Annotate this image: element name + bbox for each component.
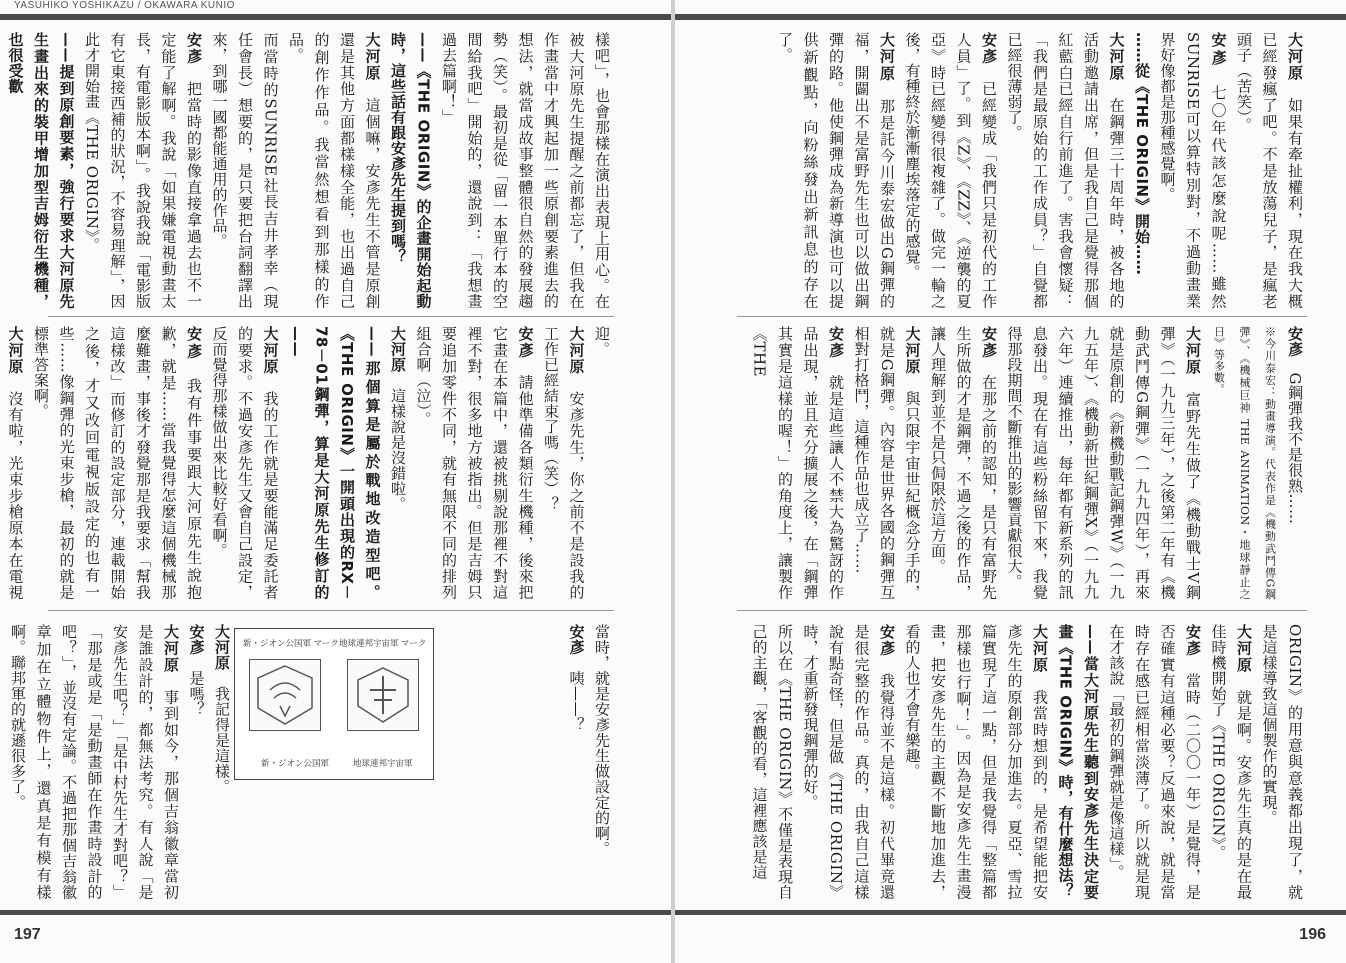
dialogue-text: 請他準備各類衍生機種，後來把它畫在本篇中，還被挑剔說那裡不對這裡不對，很多地方被指出。但是吉姆只要追加零件不同，就有無限不同的排列組合啊（泣）。 xyxy=(414,326,535,600)
dialogue-text: 就是這些讓人不禁大為驚訝的作品出現，並且充分擴展之後，在「鋼彈其實是這樣的喔！」的角度上，讓製作《THE xyxy=(750,326,845,600)
left-middle-text xyxy=(6,326,614,601)
top-rule xyxy=(0,14,671,20)
dialogue-paragraph xyxy=(1129,32,1155,309)
emblem-figure xyxy=(234,628,434,780)
speaker-name: 安彥 xyxy=(1286,326,1304,357)
speaker-name: 安彥 xyxy=(827,326,845,359)
speaker-name: 安彥 xyxy=(980,32,998,65)
dialogue-paragraph xyxy=(772,32,900,309)
speaker-name: 大河原 xyxy=(1184,326,1202,376)
dialogue-text: 沒有啦，光束步槍原本在電視 xyxy=(6,390,25,600)
dialogue-paragraph xyxy=(589,326,615,600)
speaker-name: 安彥 xyxy=(878,624,896,657)
speaker-name: 安彥 xyxy=(185,326,203,361)
page-number: 197 xyxy=(14,926,41,943)
dialogue-text: 而當時的SUNRISE社長吉井孝幸（現任會長）想要的，是只要把台詞翻譯出來，到哪一國都能通用的作品。 xyxy=(210,32,280,309)
dialogue-text: 我的工作就是要能滿足委託者的要求。不過安彥先生又會自己設定，反而覺得那樣做出來比較好看啊。 xyxy=(210,326,280,600)
dialogue-paragraph xyxy=(283,326,385,600)
page-number: 196 xyxy=(1299,926,1326,943)
speaker-name: 安彥 xyxy=(1209,32,1228,68)
dialogue-paragraph xyxy=(1282,326,1308,600)
dialogue-paragraph xyxy=(410,326,538,600)
figure-caption-left: 新・ジオン公国軍 xyxy=(261,758,330,768)
speaker-name: 安彥 xyxy=(185,32,203,65)
dialogue-text: 七〇年代該怎麼說呢……雖然SUNRISE可以算特別對，不過動畫業界好像都是那種感覺啊。 xyxy=(1158,32,1228,310)
dialogue-paragraph xyxy=(206,32,283,309)
dialogue-paragraph xyxy=(899,32,1001,309)
speaker-name: 大河原 xyxy=(878,32,896,82)
dialogue-paragraph xyxy=(1103,624,1205,900)
dialogue-text: 我覺得並不是這樣。初代畢竟還是很完整的作品。真的，由我自己這樣說有點奇怪，但是做《THE ORIGIN》時，才重新發現鋼彈的好。 xyxy=(801,624,896,900)
speaker-name: 大河原 xyxy=(162,624,180,673)
zeon-emblem-icon xyxy=(249,659,321,731)
dialogue-paragraph xyxy=(848,326,925,600)
right-upper-text xyxy=(737,32,1307,309)
dialogue-paragraph xyxy=(5,624,184,900)
dialogue-paragraph xyxy=(436,32,615,309)
speaker-name: 大河原 xyxy=(1107,32,1126,82)
dialogue-paragraph xyxy=(1256,624,1307,900)
speaker-name: 大河原 xyxy=(903,326,922,375)
federation-emblem-icon xyxy=(347,659,419,731)
speaker-name: 安彥 xyxy=(1184,624,1202,657)
dialogue-paragraph xyxy=(1052,624,1103,900)
dialogue-paragraph xyxy=(1205,624,1256,900)
speaker-name: 大河原 xyxy=(363,32,382,82)
speaker-name: 大河原 xyxy=(6,326,25,375)
top-rule xyxy=(675,14,1346,20)
bottom-rule xyxy=(675,910,1346,915)
dialogue-text: 當時（二〇〇一年）是覺得，是否確實有這種必要？反過來說，就是當時存在感已經相當淡薄了。所以就是現在才該說「最初的鋼彈就是像這樣」。 xyxy=(1107,624,1202,900)
dialogue-paragraph xyxy=(538,326,589,600)
dialogue-paragraph xyxy=(1001,32,1129,309)
dialogue-paragraph xyxy=(1231,32,1308,309)
speaker-name: 安彥 xyxy=(980,326,998,359)
speaker-name: 大河原 xyxy=(1286,32,1304,82)
dialogue-paragraph xyxy=(283,32,385,309)
dialogue-text: 我當時想到的，是希望能把安彥先生的原創部分加進去。夏亞、雪拉篇實現了這一點，但是我覺得「整篇都那樣也行啊！」。因為是安彥先生畫漫畫，把安彥先生的主觀不斷地加進去，看的人也才會有樂趣。 xyxy=(903,624,1049,900)
right-lower-text xyxy=(737,624,1307,900)
column-divider xyxy=(48,610,614,611)
speaker-name: 大河原 xyxy=(261,326,280,375)
dialogue-paragraph xyxy=(206,326,283,600)
dialogue-paragraph xyxy=(0,326,28,600)
section-heading: ——那個算是屬於戰地改造型吧。《THE ORIGIN》一開頭出現的RX－78－01鋼彈，算是大河原先生修訂的—— xyxy=(287,326,382,600)
column-divider xyxy=(48,316,614,317)
speaker-name xyxy=(0,624,2,673)
dialogue-text: 富野先生做了《機動戰士V鋼彈》（一九九三年），之後第二年有《機動武鬥傳G鋼彈》（一九九四年），再來就是原創的《新機動戰記鋼彈W》（一九九五年）、《機動新世紀鋼彈X》（一九九六年）連續推出，每年都有新系列的訊息發出。現在有這些粉絲留下來，我覺得那段期間不斷推出的影響貢獻很大。 xyxy=(1005,326,1202,600)
figure-title-left: 新・ジオン公国軍 マーク xyxy=(243,638,339,648)
dialogue-text: 在那之前的認知，是只有富野先生所做的才是鋼彈，不過之後的作品，讓人理解到並不是只侷限於這方面。 xyxy=(929,326,998,600)
dialogue-text: 安彥先生，你之前不是設我的工作已經結束了嗎（笑）？ xyxy=(542,326,586,600)
dialogue-text: 這樣說是沒錯啦。 xyxy=(389,388,407,512)
dialogue-paragraph xyxy=(209,624,235,900)
section-heading: ——提到原創要素，強行要求大河原先生畫出來的裝甲增加型吉姆衍生機種，也很受歡 xyxy=(6,32,76,309)
dialogue-text: 那是託今川泰宏做出G鋼彈的福，開闢出不是富野先生也可以做出鋼彈的路。他使鋼彈成為新導演也可以提供新觀點，向粉絲發出新訊息的存在了。 xyxy=(776,32,896,310)
speaker-name: 大河原 xyxy=(1031,624,1049,673)
dialogue-text: ORIGIN》的用意與意義都出現了，就是這樣導致這個製作的實現。 xyxy=(1260,624,1304,900)
left-lower-text xyxy=(9,624,234,900)
dialogue-text: 與只限宇宙世紀概念分手的，就是G鋼彈。內容是世界各國的鋼彈互相對打格鬥，這種作品也成立了…… xyxy=(852,326,922,600)
dialogue-paragraph xyxy=(385,32,436,309)
dialogue-paragraph xyxy=(1154,32,1231,309)
dialogue-text: 迎。 xyxy=(593,326,611,357)
footnote: ※今川泰宏：動畫導演。代表作是《機動武鬥傳G鋼彈》、《機械巨神 THE ANIMATION・地球靜止之日》等多數。 xyxy=(1212,326,1277,600)
dialogue-paragraph xyxy=(183,624,209,900)
dialogue-text: 事到如今，那個吉翁徽章當初是誰設計的，都無法考究。有人說「是安彥先生吧？」「是中村先生才對吧？」「那是或是「是動畫師在作畫時設計的吧？」，並沒有定論。不過把那個吉翁徽章加在立體物件上，還真是有模有樣啊。聯邦軍的就遜很多了。 xyxy=(9,624,180,900)
dialogue-paragraph xyxy=(79,32,207,309)
figure-title-right: 地球連邦宇宙軍 マーク xyxy=(339,638,427,648)
dialogue-text: G鋼彈我不是很熟…… xyxy=(1286,372,1304,525)
left-upper-text xyxy=(6,32,614,309)
left-lower-text-cont: 當時，就是安彥先生做設定的啊。 安彥咦——？ xyxy=(567,624,611,857)
dialogue-text: 這個嘛，安彥先生不管是原創還是其他方面都樣樣全能，也出過自己的創作作品。我當然想看到那樣的作品。 xyxy=(287,32,382,309)
dialogue-text: 我有件事要跟大河原先生說抱歉，就是……當我覺得怎麼這個機械那麼難畫，事後才發覺那是我要求「幫我這樣改」而修訂的設定部分，連載開始之後，才又改回電視版設定的也有一些……像鋼彈的光束步槍，最初的就是標準答案啊。 xyxy=(32,326,203,601)
dialogue-paragraph xyxy=(746,326,848,600)
dialogue-text: 就是啊。安彥先生真的是在最佳時機開始了《THE ORIGIN》。 xyxy=(1209,624,1253,900)
section-heading: ——《THE ORIGIN》的企畫開始起動時，這些話有跟安彥先生提到嗎？ xyxy=(389,32,433,309)
running-header: YASUHIKO YOSHIKAZU / OKAWARA KUNIO xyxy=(14,0,235,11)
section-heading: ……從《THE ORIGIN》開始…… xyxy=(1133,32,1151,276)
figure-caption-right: 地球連邦宇宙軍 xyxy=(353,758,413,768)
speaker-name: 大河原 xyxy=(213,624,231,671)
speaker-name: 大河原 xyxy=(1235,624,1253,673)
dialogue-text: 是嗎？ xyxy=(187,670,206,717)
dialogue-paragraph xyxy=(899,624,1052,900)
dialogue-paragraph xyxy=(0,624,5,900)
dialogue-text: 把當時的影像直接拿過去也不一定能了解啊。我說「如果嫌電視動畫太長，有電影版本啊」。我說我說「電影版有它東接西補的狀況，不容易理解」，因此才開始畫《THE ORIGIN》。 xyxy=(83,32,203,309)
speaker-name: 大河原 xyxy=(389,326,407,373)
right-middle-text xyxy=(737,326,1307,600)
dialogue-text: 如果有牽扯權利，現在我大概已經發瘋了吧。不是放蕩兒子，是瘋老頭子（苦笑）。 xyxy=(1235,32,1304,309)
dialogue-paragraph xyxy=(2,32,79,309)
dialogue-text: 在鋼彈三十周年時，被各地的活動邀請出席，但是我自己是覺得那個紅藍白已經自行前進了。害我會懷疑：「我們是最原始的工作成員？」自覺都已經很薄弱了。 xyxy=(1005,32,1126,309)
column-divider xyxy=(737,610,1307,611)
speaker-name: 安彥 xyxy=(187,624,206,655)
dialogue-text: 我記得是這樣。 xyxy=(213,686,231,795)
dialogue-paragraph xyxy=(746,624,797,900)
column-divider xyxy=(737,316,1307,317)
dialogue-text: 已經變成「我們只是初代的工作人員」了。到《Z》、《ZZ》、《逆襲的夏亞》時已經變得很複雜了。做完一輪之後，有種終於漸漸塵埃落定的感覺。 xyxy=(903,32,998,309)
dialogue-paragraph xyxy=(925,326,1002,600)
dialogue-text: 樣吧」，也會那樣在演出表現上用心。在被大河原先生提醒之前都忘了，但我在作畫當中才興起加一些原創要素進去的想法，就當成故事整體很自然的發展趨勢（笑）。最初是從「留一本單行本的空間給我吧」開始的，還說到：「我想畫過去篇啊！」 xyxy=(440,32,611,309)
right-page xyxy=(675,0,1346,963)
dialogue-paragraph xyxy=(385,326,411,600)
dialogue-paragraph xyxy=(797,624,899,900)
bottom-rule xyxy=(0,910,671,915)
left-page xyxy=(0,0,671,963)
speaker-name: 大河原 xyxy=(567,326,586,375)
dialogue-paragraph xyxy=(1001,326,1205,600)
dialogue-text: 所以在《THE ORIGIN》不僅是表現自己的主觀，「客觀的看，這裡應該是這 xyxy=(750,624,794,900)
section-heading: ——當大河原先生聽到安彥先生決定要畫《THE ORIGIN》時，有什麼想法？ xyxy=(1056,624,1100,900)
dialogue-paragraph xyxy=(1205,326,1282,600)
dialogue-paragraph xyxy=(28,326,207,600)
speaker-name: 安彥 xyxy=(516,326,535,359)
